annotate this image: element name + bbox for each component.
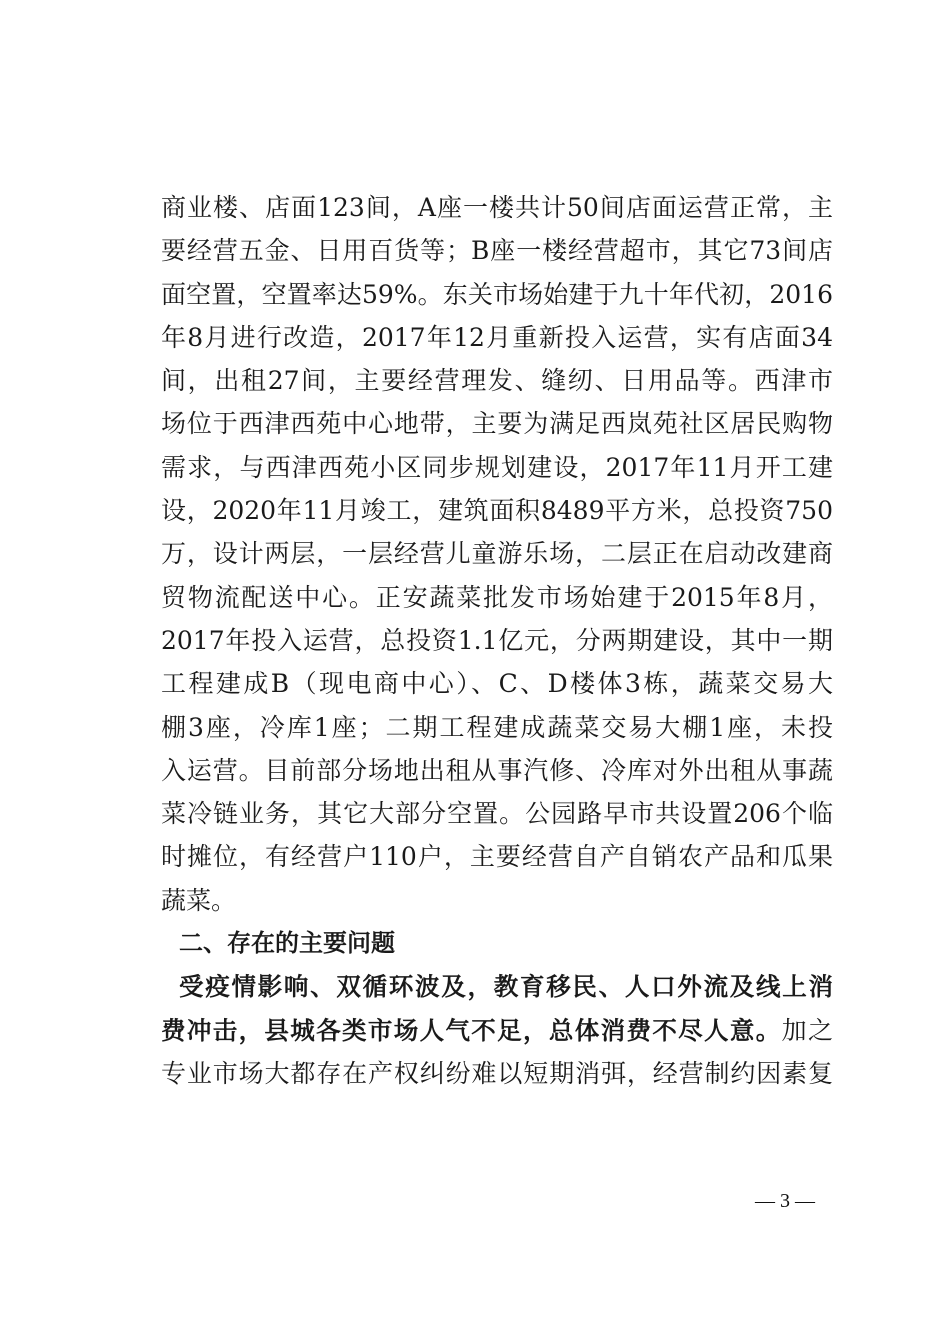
bold-span: 费冲击，县城各类市场人气不足，总体消费不尽人意。 <box>161 1015 782 1045</box>
text-line: 入运营。目前部分场地出租从事汽修、冷库对外出租从事蔬 <box>161 755 833 785</box>
text-line-bold: 受疫情影响、双循环波及，教育移民、人口外流及线上消 <box>179 972 833 1002</box>
section-heading: 二、存在的主要问题 <box>179 929 395 958</box>
text-line: 设，2020年11月竣工，建筑面积8489平方米，总投资750 <box>161 496 833 526</box>
text-line: 间，出租27间，主要经营理发、缝纫、日用品等。西津市 <box>161 366 833 396</box>
text-line: 场位于西津西苑中心地带，主要为满足西岚苑社区居民购物 <box>161 409 833 439</box>
text-line: 要经营五金、日用百货等；B座一楼经营超市，其它73间店 <box>161 236 833 266</box>
text-line: 万，设计两层，一层经营儿童游乐场，二层正在启动改建商 <box>161 539 833 569</box>
text-line: 2017年投入运营，总投资1.1亿元，分两期建设，其中一期 <box>161 625 833 655</box>
text-line: 蔬菜。 <box>161 885 237 915</box>
text-line-mixed <box>161 1009 833 1052</box>
text-line: 面空置，空置率达59%。东关市场始建于九十年代初，2016 <box>161 279 833 309</box>
text-line: 工程建成B（现电商中心）、C、D楼体3栋，蔬菜交易大 <box>161 669 833 699</box>
text-line: 商业楼、店面123间，A座一楼共计50间店面运营正常，主 <box>161 193 833 222</box>
text-line: 棚3座，冷库1座；二期工程建成蔬菜交易大棚1座，未投 <box>161 712 833 742</box>
normal-span: 加之 <box>781 1015 833 1045</box>
text-line: 菜冷链业务，其它大部分空置。公园路早市共设置206个临 <box>161 799 833 829</box>
document-body <box>161 186 833 1095</box>
page-number: — 3 — <box>755 1190 815 1212</box>
text-line: 时摊位，有经营户110户，主要经营自产自销农产品和瓜果 <box>161 842 833 872</box>
text-line: 贸物流配送中心。正安蔬菜批发市场始建于2015年8月， <box>161 582 833 612</box>
text-line: 需求，与西津西苑小区同步规划建设，2017年11月开工建 <box>161 452 833 482</box>
text-line: 年8月进行改造，2017年12月重新投入运营，实有店面34 <box>161 322 833 352</box>
text-line: 专业市场大都存在产权纠纷难以短期消弭，经营制约因素复 <box>161 1058 833 1088</box>
